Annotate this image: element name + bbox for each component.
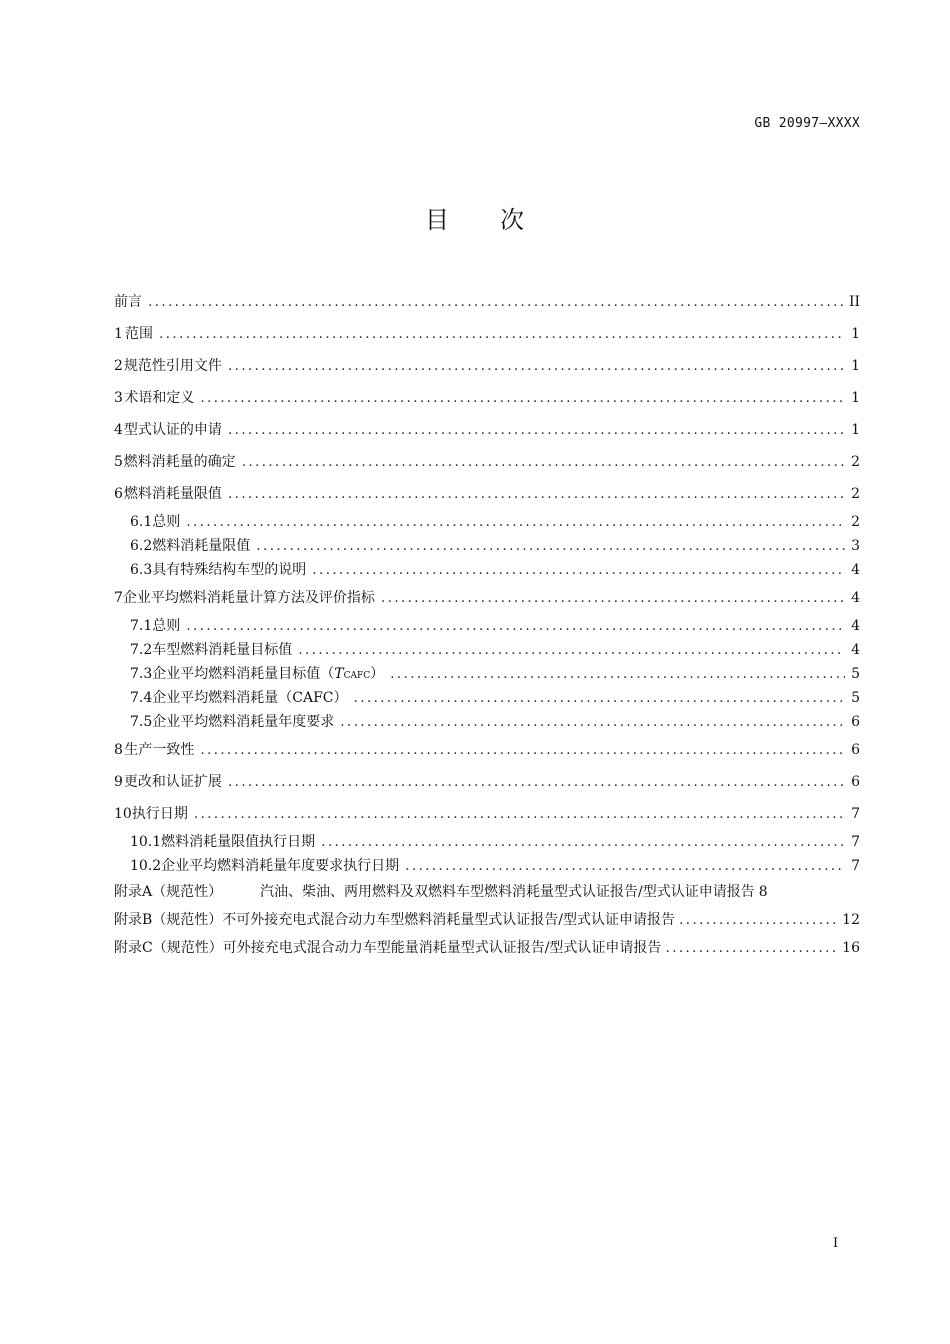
toc-page-number: 1 bbox=[851, 390, 860, 406]
toc-leader bbox=[186, 510, 845, 534]
toc-entry-text: 燃料消耗量的确定 bbox=[123, 454, 236, 470]
toc-entry-text: 不可外接充电式混合动力车型燃料消耗量型式认证报告/型式认证申请报告 bbox=[222, 912, 676, 928]
toc-entry-7-5[interactable] bbox=[114, 710, 860, 734]
toc-entry-text-pre: 企业平均燃料消耗量目标值（ bbox=[152, 666, 335, 682]
toc-entry-text: 执行日期 bbox=[131, 806, 188, 822]
toc-section-number: 2 bbox=[114, 358, 123, 374]
toc-entry-5[interactable] bbox=[114, 446, 860, 478]
toc-section-number: 7.1 bbox=[130, 618, 153, 634]
toc-leader bbox=[200, 734, 845, 766]
toc-leader bbox=[148, 286, 843, 318]
toc-entry-text: 企业平均燃料消耗量（CAFC） bbox=[152, 690, 348, 706]
toc-page-number: 2 bbox=[851, 514, 860, 530]
toc-entry-8[interactable] bbox=[114, 734, 860, 766]
toc-entry-text: 企业平均燃料消耗量年度要求 bbox=[152, 714, 335, 730]
toc-entry-text-post: ） bbox=[370, 666, 385, 682]
toc-leader bbox=[256, 534, 845, 558]
toc-entry-4[interactable] bbox=[114, 414, 860, 446]
toc-page-number: II bbox=[848, 294, 860, 310]
toc-entry-2[interactable] bbox=[114, 350, 860, 382]
toc-leader bbox=[228, 350, 845, 382]
toc-section-number: 3 bbox=[114, 390, 123, 406]
toc-page-number: 2 bbox=[851, 486, 860, 502]
toc-page-number: 4 bbox=[851, 642, 860, 658]
toc-entry-text: 总则 bbox=[152, 514, 181, 530]
toc-entry-text: 术语和定义 bbox=[124, 390, 195, 406]
toc-leader bbox=[186, 614, 845, 638]
toc-section-number: 7.3 bbox=[130, 666, 153, 682]
toc-entry-3[interactable] bbox=[114, 382, 860, 414]
toc-section-number: 6.3 bbox=[130, 562, 153, 578]
toc-entry-10-2[interactable] bbox=[114, 854, 860, 878]
toc-entry-7-1[interactable] bbox=[114, 614, 860, 638]
toc-leader bbox=[194, 798, 845, 830]
toc-entry-text: 企业平均燃料消耗量计算方法及评价指标 bbox=[122, 590, 375, 606]
toc-section-number: 10.1 bbox=[130, 834, 162, 850]
toc-section-number: 8 bbox=[114, 742, 123, 758]
toc-page-number: 7 bbox=[851, 834, 860, 850]
toc-entry-text: 型式认证的申请 bbox=[123, 422, 222, 438]
toc-entry-text: 燃料消耗量限值执行日期 bbox=[161, 834, 316, 850]
toc-section-number: 6 bbox=[114, 486, 123, 502]
toc-page-number: 6 bbox=[851, 714, 860, 730]
toc-section-number: 7 bbox=[114, 590, 123, 606]
toc-page-number: 4 bbox=[851, 562, 860, 578]
toc-page-number: 1 bbox=[851, 326, 860, 342]
toc-section-number: 6.2 bbox=[130, 538, 153, 554]
toc-entry-text: 燃料消耗量限值 bbox=[123, 486, 222, 502]
toc-appendix-label: 附录B（规范性） bbox=[114, 912, 223, 928]
toc-symbol-subscript: CAFC bbox=[343, 671, 371, 681]
toc-page-number: 7 bbox=[851, 806, 860, 822]
toc-entry-text: 生产一致性 bbox=[124, 742, 195, 758]
toc-page-number: 16 bbox=[842, 940, 860, 956]
toc-entry-text: 汽油、柴油、两用燃料及双燃料车型燃料消耗量型式认证报告/型式认证申请报告 bbox=[260, 884, 755, 900]
toc-entry-text: 更改和认证扩展 bbox=[123, 774, 222, 790]
toc-page-number: 1 bbox=[851, 422, 860, 438]
toc-leader bbox=[228, 766, 845, 798]
toc-leader bbox=[679, 906, 838, 934]
toc-entry-6-2[interactable] bbox=[114, 534, 860, 558]
toc-page-number: 7 bbox=[851, 858, 860, 874]
toc-entry-7-3[interactable] bbox=[114, 662, 860, 686]
toc-section-number: 10.2 bbox=[130, 858, 162, 874]
toc-entry-appendix-a[interactable] bbox=[114, 878, 860, 906]
toc-entry-text: 规范性引用文件 bbox=[123, 358, 222, 374]
toc-section-number: 10 bbox=[114, 806, 132, 822]
toc-page-number: 12 bbox=[842, 912, 860, 928]
toc-leader bbox=[340, 710, 845, 734]
toc-leader bbox=[298, 638, 845, 662]
toc-entry-text: 前言 bbox=[114, 294, 142, 310]
toc-page-number: 2 bbox=[851, 454, 860, 470]
toc-appendix-label: 附录A（规范性） bbox=[114, 884, 223, 900]
toc-leader bbox=[381, 582, 845, 614]
toc-entry-7-2[interactable] bbox=[114, 638, 860, 662]
toc-entry-10[interactable] bbox=[114, 798, 860, 830]
toc-entry-text: 总则 bbox=[152, 618, 181, 634]
toc-entry-text: 范围 bbox=[125, 326, 153, 342]
toc-symbol: T bbox=[334, 666, 344, 682]
toc-entry-7[interactable] bbox=[114, 582, 860, 614]
toc-page-number: 5 bbox=[851, 666, 860, 682]
toc-leader bbox=[228, 414, 845, 446]
toc-entry-text: 燃料消耗量限值 bbox=[152, 538, 251, 554]
toc-section-number: 7.4 bbox=[130, 690, 153, 706]
toc-leader bbox=[159, 318, 845, 350]
toc-section-number: 7.2 bbox=[130, 642, 153, 658]
toc-leader bbox=[321, 830, 845, 854]
toc-leader bbox=[200, 382, 845, 414]
toc-entry-1[interactable] bbox=[114, 318, 860, 350]
toc-section-number: 5 bbox=[114, 454, 123, 470]
toc-leader bbox=[665, 934, 838, 962]
toc-entry-9[interactable] bbox=[114, 766, 860, 798]
toc-entry-text: 车型燃料消耗量目标值 bbox=[152, 642, 293, 658]
toc-entry-text: 具有特殊结构车型的说明 bbox=[152, 562, 307, 578]
toc-page-number: 6 bbox=[851, 774, 860, 790]
toc-page-number: 1 bbox=[851, 358, 860, 374]
toc-entry-appendix-c[interactable] bbox=[114, 934, 860, 962]
toc-leader bbox=[354, 686, 846, 710]
toc-entry-text: 可外接充电式混合动力车型能量消耗量型式认证报告/型式认证申请报告 bbox=[222, 940, 662, 956]
toc-section-number: 4 bbox=[114, 422, 123, 438]
page-title: 目 次 bbox=[425, 206, 525, 234]
toc-entry-7-4[interactable] bbox=[114, 686, 860, 710]
toc-page-number: 3 bbox=[851, 538, 860, 554]
toc-section-number: 7.5 bbox=[130, 714, 153, 730]
toc-section-number: 9 bbox=[114, 774, 123, 790]
toc-entry-text: 企业平均燃料消耗量年度要求执行日期 bbox=[161, 858, 400, 874]
toc-page-number: 4 bbox=[851, 618, 860, 634]
toc-page-number: 8 bbox=[758, 884, 768, 900]
table-of-contents bbox=[114, 286, 860, 962]
toc-leader bbox=[390, 662, 845, 686]
toc-page-number: 6 bbox=[851, 742, 860, 758]
toc-section-number: 6.1 bbox=[130, 514, 153, 530]
toc-entry-text bbox=[152, 662, 384, 688]
toc-leader bbox=[228, 478, 845, 510]
toc-entry-10-1[interactable] bbox=[114, 830, 860, 854]
toc-leader bbox=[405, 854, 845, 878]
standard-code: GB 20997—XXXX bbox=[754, 116, 860, 131]
toc-entry-foreword[interactable] bbox=[114, 286, 860, 318]
toc-leader bbox=[242, 446, 845, 478]
toc-page-number: 5 bbox=[851, 690, 860, 706]
toc-appendix-label: 附录C（规范性） bbox=[114, 940, 223, 956]
toc-leader bbox=[312, 558, 845, 582]
toc-entry-6-3[interactable] bbox=[114, 558, 860, 582]
toc-page-number: 4 bbox=[851, 590, 860, 606]
page-number: I bbox=[833, 1236, 839, 1251]
toc-entry-6[interactable] bbox=[114, 478, 860, 510]
toc-section-number: 1 bbox=[114, 326, 123, 342]
toc-entry-6-1[interactable] bbox=[114, 510, 860, 534]
toc-entry-appendix-b[interactable] bbox=[114, 906, 860, 934]
